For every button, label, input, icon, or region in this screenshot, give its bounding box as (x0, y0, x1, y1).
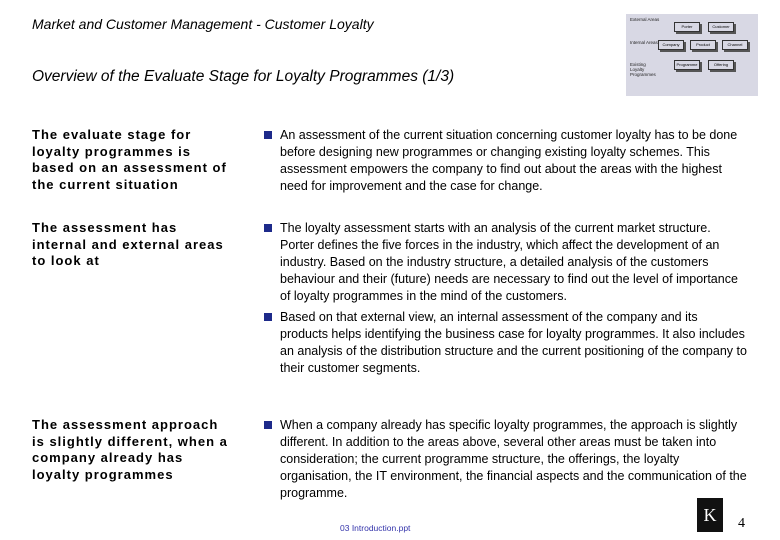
row-bullets (264, 127, 748, 199)
nav-row1-label: External Areas (630, 17, 660, 22)
bullet-text: Based on that external view, an internal assessment of the company and its products helps identifying the business case for loyalty programmes. It also includes an analysis of the distribution structure and the current positioning of the company to their customer segments. (280, 310, 747, 375)
page-number: 4 (738, 516, 745, 531)
stage-navigator (626, 14, 758, 96)
nav-box: Customer (708, 22, 734, 32)
bullet-square-icon (264, 313, 272, 321)
row-heading: The assessment has internal and external areas to look at (32, 220, 224, 269)
row-bullets (264, 417, 748, 506)
row-bullets (264, 220, 748, 381)
bullet-text: When a company already has specific loyalty programmes, the approach is slightly different. In addition to the areas above, several other areas must be taken into consideration; the current programme structure, the offerings, the loyalty organisation, the IT environment, the financial aspects and the communication of the programme. (280, 418, 747, 500)
bullet-text: An assessment of the current situation concerning customer loyalty has to be done before designing new programmes or changing existing loyalty schemes. This assessment empowers the company to find out about the areas with the highest need for improvement and the case for change. (280, 128, 738, 193)
bullet-text: The loyalty assessment starts with an analysis of the current market structure. Porter defines the five forces in the industry, which affect the development of an industry. Based on the industry structure, a detailed analysis of the customers behaviour and their (future) needs are necessary to find out the level of importance of loyalty programmes in the mind of the customers. (280, 221, 738, 303)
bullet-item (264, 127, 748, 195)
company-logo: K (697, 498, 723, 532)
footer-filename: 03 Introduction.ppt (340, 523, 411, 533)
row-heading: The assessment approach is slightly different, when a company already has loyalty programmes (32, 417, 228, 482)
nav-row2-label: Internal Areas (630, 40, 658, 45)
bullet-square-icon (264, 131, 272, 139)
row-heading: The evaluate stage for loyalty programmes is based on an assessment of the current situation (32, 127, 227, 192)
bullet-square-icon (264, 421, 272, 429)
bullet-item (264, 220, 748, 305)
nav-box: Offering (708, 60, 734, 70)
bullet-square-icon (264, 224, 272, 232)
slide-title: Overview of the Evaluate Stage for Loyalty Programmes (1/3) (32, 68, 455, 85)
nav-box: Product (690, 40, 716, 50)
nav-box: Company (658, 40, 684, 50)
nav-row3-label: Existing Loyalty Programmes (630, 62, 656, 77)
nav-box: Programme (674, 60, 700, 70)
nav-box: Porter (674, 22, 700, 32)
bullet-item (264, 309, 748, 377)
header-title: Market and Customer Management - Customer Loyalty (32, 16, 374, 32)
nav-box: Channel (722, 40, 748, 50)
bullet-item (264, 417, 748, 502)
